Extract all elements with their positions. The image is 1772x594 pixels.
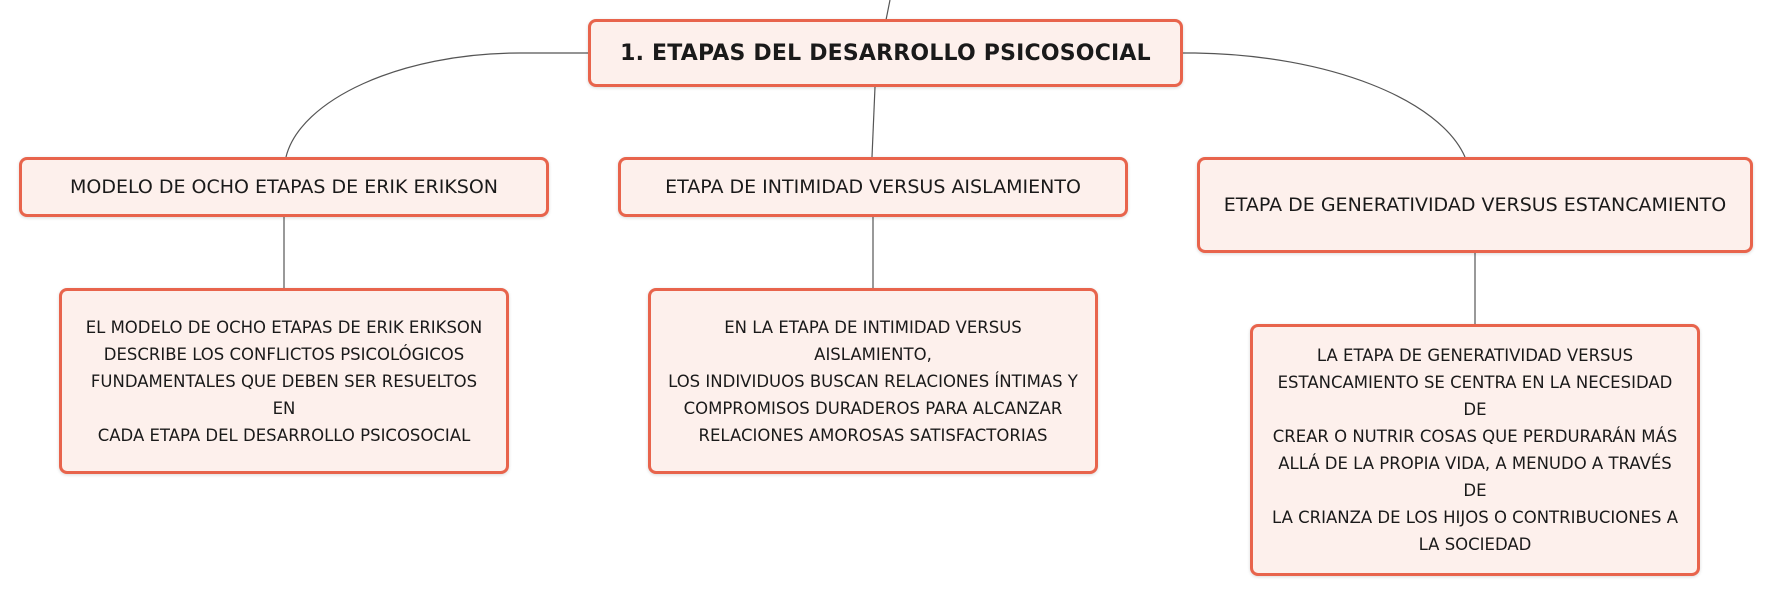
description-line: DESCRIBE LOS CONFLICTOS PSICOLÓGICOS	[103, 344, 465, 364]
connector-root-to-branch-1	[286, 53, 590, 157]
branch-node-intimacy[interactable]	[618, 157, 1128, 217]
branch-node-title: ETAPA DE GENERATIVIDAD VERSUS ESTANCAMIENTO	[1223, 194, 1727, 216]
description-node-intimacy[interactable]	[648, 288, 1098, 474]
description-text	[78, 314, 490, 449]
description-line: COMPROMISOS DURADEROS PARA ALCANZAR	[683, 398, 1063, 418]
description-line: ALLÁ DE LA PROPIA VIDA, A MENUDO A TRAVÉS DE	[1278, 454, 1672, 500]
branch-node-title: MODELO DE OCHO ETAPAS DE ERIK ERIKSON	[69, 176, 499, 198]
description-line: RELACIONES AMOROSAS SATISFACTORIAS	[698, 425, 1048, 445]
branch-node-erikson-model[interactable]	[19, 157, 549, 217]
description-line: LA SOCIEDAD	[1418, 535, 1532, 554]
description-line: FUNDAMENTALES QUE DEBEN SER RESUELTOS EN	[90, 371, 478, 418]
description-line: LOS INDIVIDUOS BUSCAN RELACIONES ÍNTIMAS Y	[668, 371, 1078, 391]
description-node-erikson-model[interactable]	[59, 288, 509, 474]
branch-node-title: ETAPA DE INTIMIDAD VERSUS AISLAMIENTO	[665, 176, 1081, 198]
connector-parent-to-root	[886, 0, 890, 20]
description-line: ESTANCAMIENTO SE CENTRA EN LA NECESIDAD DE	[1277, 373, 1673, 419]
root-node-title: 1. ETAPAS DEL DESARROLLO PSICOSOCIAL	[620, 40, 1151, 66]
connector-root-to-branch-2	[872, 87, 875, 157]
description-line: LA CRIANZA DE LOS HIJOS O CONTRIBUCIONES A	[1272, 508, 1678, 527]
description-text	[1269, 342, 1681, 558]
root-node[interactable]	[588, 19, 1183, 87]
description-node-generativity[interactable]	[1250, 324, 1700, 576]
description-line: EN LA ETAPA DE INTIMIDAD VERSUS AISLAMIENTO,	[724, 317, 1022, 364]
description-line: EL MODELO DE OCHO ETAPAS DE ERIK ERIKSON	[85, 317, 483, 337]
description-line: CREAR O NUTRIR COSAS QUE PERDURARÁN MÁS	[1272, 427, 1678, 446]
description-text	[667, 314, 1079, 449]
description-line: LA ETAPA DE GENERATIVIDAD VERSUS	[1316, 346, 1634, 365]
branch-node-generativity[interactable]	[1197, 157, 1753, 253]
description-line: CADA ETAPA DEL DESARROLLO PSICOSOCIAL	[97, 425, 471, 445]
connector-root-to-branch-3	[1183, 53, 1465, 157]
